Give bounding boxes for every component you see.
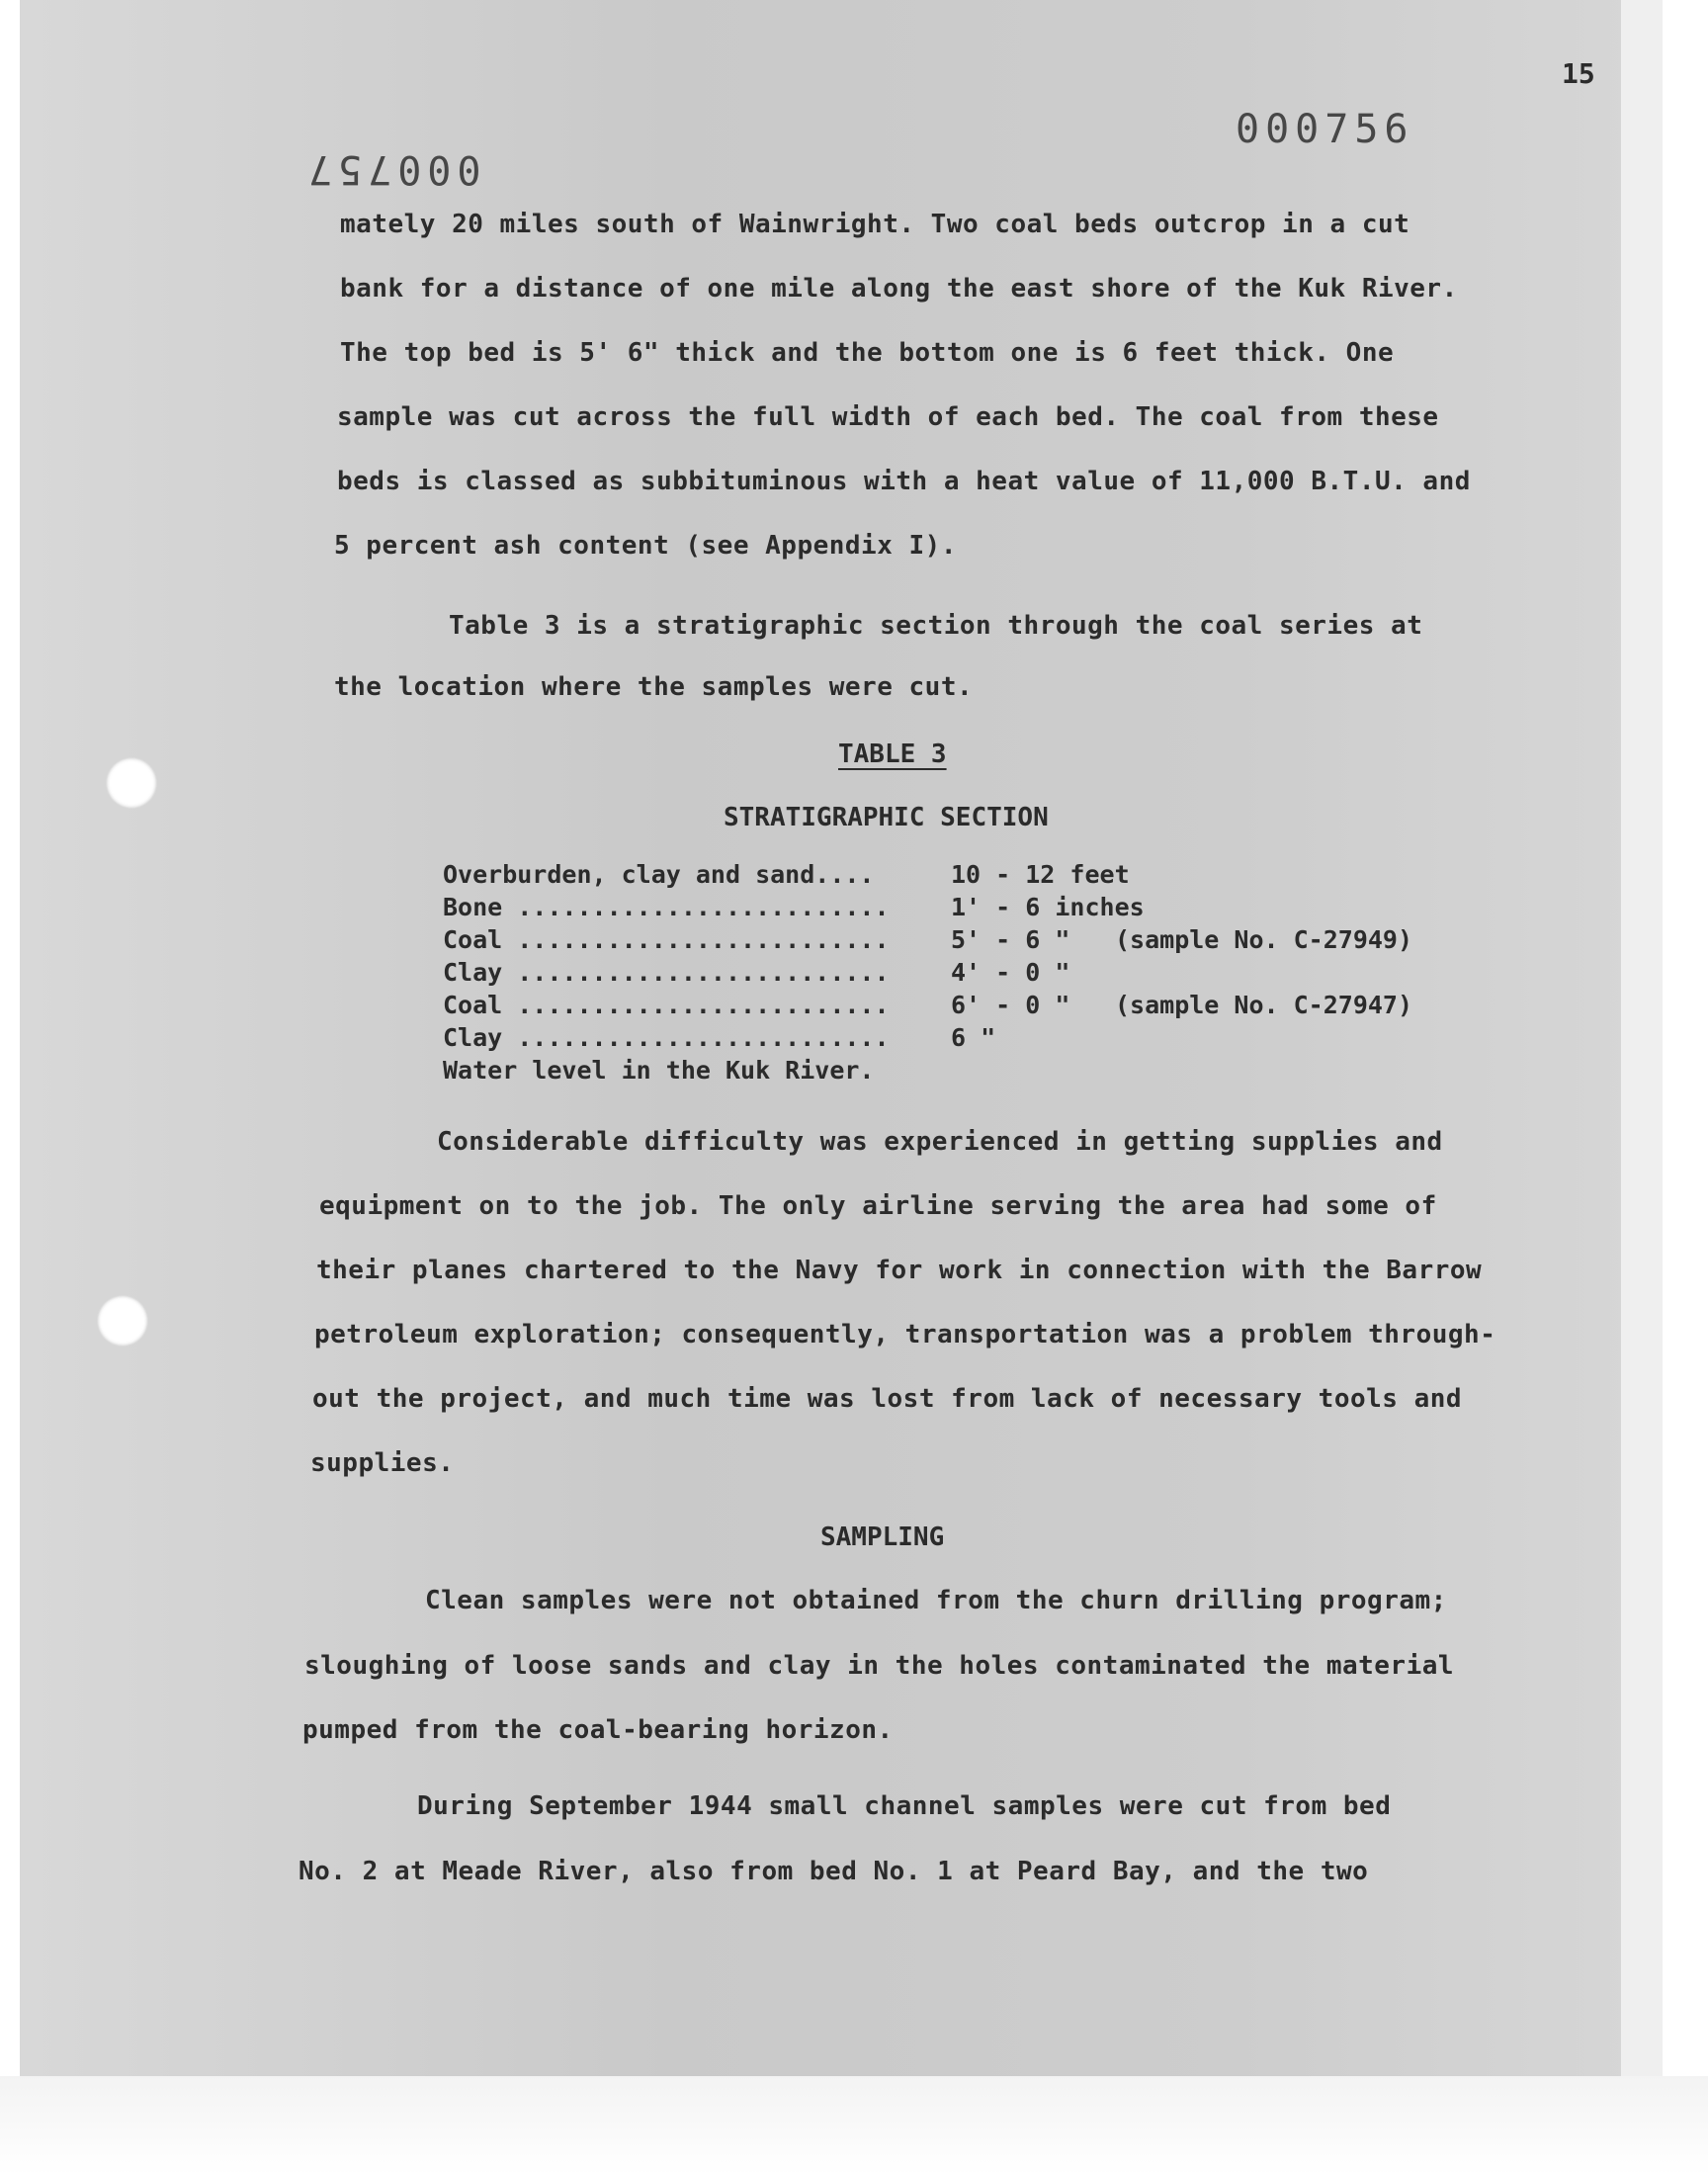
text-line: pumped from the coal-bearing horizon. xyxy=(302,1715,894,1745)
text-line: the location where the samples were cut. xyxy=(334,672,974,702)
thickness-cell: 5' - 6 " xyxy=(951,925,1070,954)
table-title: STRATIGRAPHIC SECTION xyxy=(724,803,1049,832)
text-line: The top bed is 5' 6" thick and the bottom one is 6 feet thick. One xyxy=(340,338,1395,368)
thickness-cell: 6 " xyxy=(951,1023,996,1052)
text-line: petroleum exploration; consequently, transportation was a problem through- xyxy=(314,1320,1496,1349)
document-stamp-number-inverted: 000757 xyxy=(302,146,481,192)
text-line: Table 3 is a stratigraphic section through the coal series at xyxy=(449,611,1423,641)
layer-cell: Clay ......................... xyxy=(443,1023,890,1052)
punch-hole xyxy=(106,757,157,809)
scan-bottom-margin xyxy=(0,2076,1708,2175)
thickness-cell: 1' - 6 inches xyxy=(951,893,1145,921)
layer-cell: Coal ......................... xyxy=(443,991,890,1019)
layer-cell: Overburden, clay and sand.... xyxy=(443,860,875,889)
page-number: 15 xyxy=(1562,57,1595,90)
page-edge-shade xyxy=(1621,0,1663,2076)
layer-cell: Clay ......................... xyxy=(443,958,890,987)
thickness-cell: 10 - 12 feet xyxy=(951,860,1130,889)
layer-cell: Water level in the Kuk River. xyxy=(443,1056,875,1085)
section-heading-sampling: SAMPLING xyxy=(820,1522,945,1552)
layer-cell: Coal ......................... xyxy=(443,925,890,954)
punch-hole xyxy=(97,1295,148,1347)
layer-cell: Bone ......................... xyxy=(443,893,890,921)
note-cell: (sample No. C-27947) xyxy=(1115,991,1413,1019)
text-line: sample was cut across the full width of each bed. The coal from these xyxy=(337,402,1439,432)
note-cell: (sample No. C-27949) xyxy=(1115,925,1413,954)
text-line: their planes chartered to the Navy for work in connection with the Barrow xyxy=(316,1256,1483,1285)
text-line: equipment on to the job. The only airline serving the area had some of xyxy=(319,1191,1437,1221)
text-line: During September 1944 small channel samples were cut from bed xyxy=(417,1791,1392,1821)
document-stamp-number: 000756 xyxy=(1236,107,1414,152)
thickness-cell: 6' - 0 " xyxy=(951,991,1070,1019)
text-line: mately 20 miles south of Wainwright. Two coal beds outcrop in a cut xyxy=(340,210,1410,239)
text-line: No. 2 at Meade River, also from bed No. 1 at Peard Bay, and the two xyxy=(299,1857,1369,1886)
text-line: sloughing of loose sands and clay in the holes contaminated the material xyxy=(304,1651,1455,1681)
text-line: 5 percent ash content (see Appendix I). xyxy=(334,531,957,561)
text-line: out the project, and much time was lost from lack of necessary tools and xyxy=(312,1384,1463,1414)
text-line: Clean samples were not obtained from the churn drilling program; xyxy=(425,1586,1447,1615)
text-line: bank for a distance of one mile along the east shore of the Kuk River. xyxy=(340,274,1458,304)
table-label: TABLE 3 xyxy=(838,740,947,769)
text-line: beds is classed as subbituminous with a heat value of 11,000 B.T.U. and xyxy=(337,467,1471,496)
thickness-cell: 4' - 0 " xyxy=(951,958,1070,987)
text-line: supplies. xyxy=(310,1448,455,1478)
text-line: Considerable difficulty was experienced in getting supplies and xyxy=(437,1127,1443,1157)
